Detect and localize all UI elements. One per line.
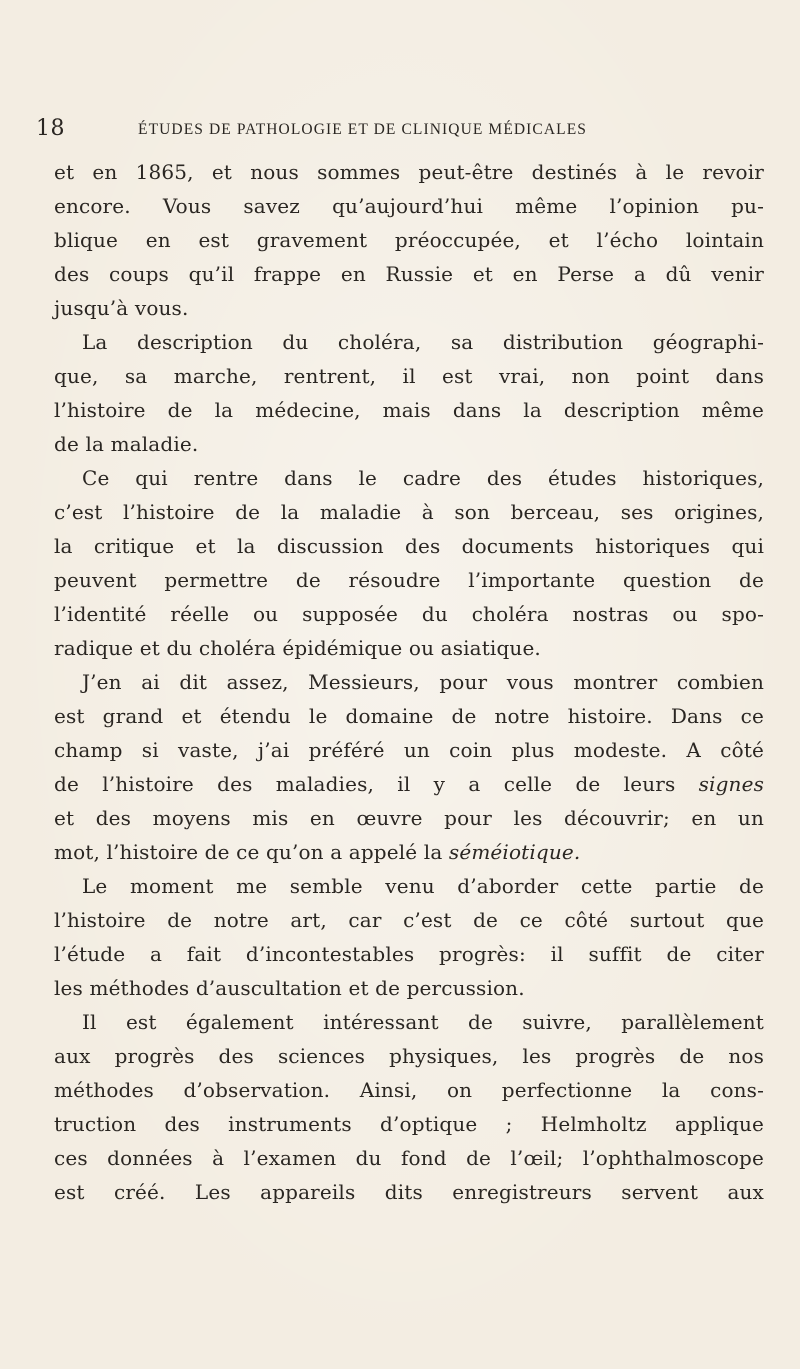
text-line-content: radique et du choléra épidémique ou asiatique. [54,636,541,660]
text-line [54,733,764,767]
text-line-content: et en 1865, et nous sommes peut-être destinés à le revoir [54,160,764,184]
text-line [54,699,764,733]
text-line-content: de la maladie. [54,432,199,456]
body-text [54,155,764,1209]
text-line [54,1039,764,1073]
text-line [54,155,764,189]
text-line-content: encore. Vous savez qu’aujourd’hui même l’opinion pu- [54,194,764,218]
text-line-content: et des moyens mis en œuvre pour les découvrir; en un [54,806,764,830]
text-line-content: des coups qu’il frappe en Russie et en Perse a dû venir [54,262,764,286]
text-line [54,563,764,597]
text-line-content: Il est également intéressant de suivre, parallèlement [82,1010,764,1034]
text-line-content: l’histoire de la médecine, mais dans la description même [54,398,764,422]
text-line-content: Le moment me semble venu d’aborder cette partie de [82,874,764,898]
text-line [54,869,764,903]
page-number: 18 [36,116,65,141]
text-line-content: mot, l’histoire de ce qu’on a appelé la [54,840,443,864]
text-line-content: c’est l’histoire de la maladie à son berceau, ses origines, [54,500,764,524]
text-line-content: La description du choléra, sa distribution géographi- [82,330,764,354]
text-line [54,223,764,257]
page-header [36,116,762,146]
text-line [54,937,764,971]
text-line [54,665,764,699]
text-line [54,529,764,563]
text-line [54,393,764,427]
running-title: ÉTUDES DE PATHOLOGIE ET DE CLINIQUE MÉDICALES [138,121,588,138]
text-line [54,1141,764,1175]
text-line-content: blique en est gravement préoccupée, et l’écho lointain [54,228,764,252]
text-line-content: les méthodes d’auscultation et de percussion. [54,976,525,1000]
text-line [54,767,764,801]
text-line-content: de l’histoire des maladies, il y a celle de leurs [54,772,676,796]
text-line-content: J’en ai dit assez, Messieurs, pour vous montrer combien [82,670,764,694]
text-line-content: que, sa marche, rentrent, il est vrai, non point dans [54,364,764,388]
text-line-content: méthodes d’observation. Ainsi, on perfectionne la cons- [54,1078,764,1102]
text-line-content: aux progrès des sciences physiques, les progrès de nos [54,1044,764,1068]
text-line [54,291,764,325]
text-line [54,257,764,291]
text-line-content: jusqu’à vous. [54,296,189,320]
text-line [54,1073,764,1107]
text-line [54,1005,764,1039]
text-line [54,903,764,937]
text-line [54,801,764,835]
text-line [54,495,764,529]
text-line [54,597,764,631]
text-line [54,359,764,393]
text-line [54,189,764,223]
text-line [54,835,764,869]
text-line-content: peuvent permettre de résoudre l’importante question de [54,568,764,592]
text-line [54,427,764,461]
text-line [54,631,764,665]
text-line-content: l’histoire de notre art, car c’est de ce côté surtout que [54,908,764,932]
text-line-content: l’étude a fait d’incontestables progrès: il suffit de citer [54,942,764,966]
text-line [54,1175,764,1209]
text-line-content: est grand et étendu le domaine de notre histoire. Dans ce [54,704,764,728]
text-line [54,971,764,1005]
text-line-content: est créé. Les appareils dits enregistreurs servent aux [54,1180,764,1204]
text-line-content: la critique et la discussion des documents historiques qui [54,534,764,558]
text-line [54,325,764,359]
italic-term: séméiotique. [448,840,581,864]
text-line-content: l’identité réelle ou supposée du choléra nostras ou spo- [54,602,764,626]
text-line-content: truction des instruments d’optique ; Helmholtz applique [54,1112,764,1136]
italic-term: signes [698,772,764,796]
text-line-content: ces données à l’examen du fond de l’œil; l’ophthalmoscope [54,1146,764,1170]
text-line [54,1107,764,1141]
text-line-content: champ si vaste, j’ai préféré un coin plus modeste. A côté [54,738,764,762]
text-line [54,461,764,495]
text-line-content: Ce qui rentre dans le cadre des études historiques, [82,466,764,490]
